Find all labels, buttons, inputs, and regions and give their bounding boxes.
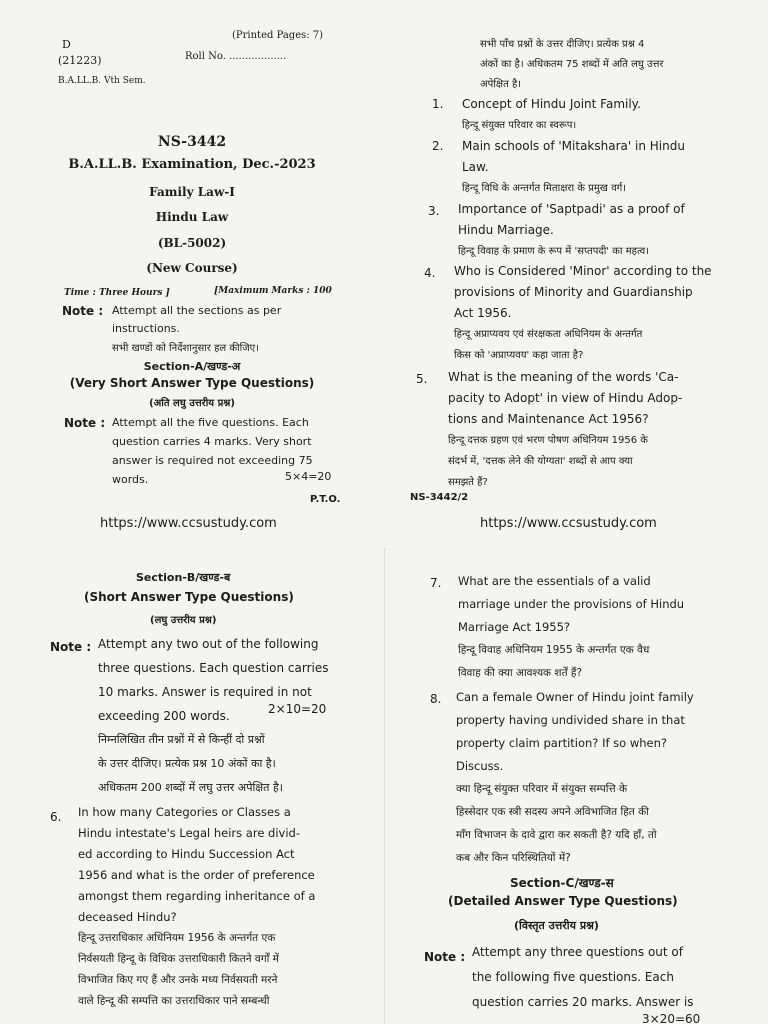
exam-page-3 (0, 548, 384, 1024)
course-code: (BL-5002) (157, 236, 227, 250)
paper-code: NS-3442 (157, 134, 227, 150)
series-code: D (62, 38, 71, 51)
question-number: 3. (428, 204, 440, 218)
note-label: Note : (64, 416, 106, 430)
section-b-heading: Section-B/खण्ड-ब (136, 571, 231, 584)
page-divider (384, 548, 385, 1024)
exam-page-4 (384, 548, 768, 1024)
section-a-hindi: (अति लघु उत्तरीय प्रश्न) (149, 398, 235, 409)
section-a-heading: Section-A/खण्ड-अ (143, 360, 241, 373)
section-c-type: (Detailed Answer Type Questions) (448, 894, 678, 908)
question-6: In how many Categories or Classes a Hindu intestate's Legal heirs are divid- ed according to Hindu Succession Act 1956 and what is the order of preference amongst them regarding inheritance of a deceased Hindu? हिन्दू उत्तराधिकार अधिनियम 1956 के अन्तर्गत एक निर्वसयती हिन्दू के विधिक उत्तराधिकारी कितने वर्गों में विभाजित किए गए हैं और उनके मध्य निर्वसयती मरने वाले हिन्दू की सम्पत्ति का उत्तराधिकार पाने सम्बन्धी (78, 805, 316, 1007)
question-number: 5. (416, 372, 428, 386)
intro-hindi-line: अपेक्षित है। (480, 79, 522, 90)
question-5: What is the meaning of the words 'Ca- pacity to Adopt' in view of Hindu Adop- tions and Maintenance Act 1956? हिन्दू दत्तक ग्रहण एवं भरण पोषण अधिनियम 1956 के संदर्भ में, 'दत्तक लेने की योग्यता' शब्दों से आप क्या समझते हैं? (448, 370, 683, 488)
question-number: 6. (50, 810, 62, 824)
exam-title: B.A.LL.B. Examination, Dec.-2023 (68, 157, 316, 172)
marks-formula: 5×4=20 (285, 470, 332, 483)
note-label: Note : (50, 640, 92, 654)
section-a-type: (Very Short Answer Type Questions) (69, 376, 315, 390)
note-text-line: question carries 4 marks. Very short (112, 435, 312, 448)
section-b-hindi: (लघु उत्तरीय प्रश्न) (150, 615, 217, 626)
intro-hindi-line: अंकों का है। अधिकतम 75 शब्दों में अति लघु उत्तर (480, 59, 664, 70)
section-b-type: (Short Answer Type Questions) (84, 590, 294, 604)
roll-number: Roll No. .................. (185, 51, 287, 62)
question-1: Concept of Hindu Joint Family. हिन्दू संयुक्त परिवार का स्वरूप। (462, 97, 641, 131)
question-number: 4. (424, 266, 436, 280)
question-7: What are the essentials of a valid marriage under the provisions of Hindu Marriage Act 1955? हिन्दू विवाह अधिनियम 1955 के अन्तर्गत एक वैध विवाह की क्या आवश्यक शर्तें हैं? (458, 574, 685, 679)
note-text-line: instructions. (112, 322, 180, 335)
note-label: Note : (424, 950, 466, 964)
question-number: 7. (430, 576, 442, 590)
course-type: (New Course) (146, 261, 238, 275)
exam-page-1 (0, 0, 384, 548)
footer-url[interactable]: https://www.ccsustudy.com (100, 516, 277, 531)
sub-subject-title: Hindu Law (155, 210, 229, 224)
note-text: Attempt any three questions out of the following five questions. Each question carries 20 marks. Answer is (472, 945, 694, 1009)
marks-formula: 3×20=60 (642, 1012, 701, 1024)
question-number: 8. (430, 692, 442, 706)
marks-formula: 2×10=20 (268, 702, 327, 716)
question-number: 1. (432, 97, 444, 111)
section-c-heading: Section-C/खण्ड-स (510, 876, 614, 890)
intro-hindi-line: सभी पाँच प्रश्नों के उत्तर दीजिए। प्रत्येक प्रश्न 4 (480, 39, 645, 50)
maximum-marks: [Maximum Marks : 100 (214, 286, 332, 296)
section-c-hindi: (विस्तृत उत्तरीय प्रश्न) (514, 919, 599, 932)
question-3: Importance of 'Saptpadi' as a proof of Hindu Marriage. हिन्दू विवाह के प्रमाण के रूप में 'सप्तपदी' का महत्व। (458, 202, 685, 257)
paper-code-number: (21223) (58, 54, 102, 67)
printed-pages: (Printed Pages: 7) (232, 30, 324, 41)
question-4: Who is Considered 'Minor' according to the provisions of Minority and Guardianship Act 1956. हिन्दू अप्राप्यवय एवं संरक्षकता अधिनियम के अन्तर्गत किस को 'अप्राप्यवय' कहा जाता है? (454, 264, 712, 361)
note-hindi: सभी खण्डों को निर्देशानुसार हल कीजिए। (112, 343, 259, 354)
exam-page-2 (384, 0, 768, 548)
note-text-line: words. (112, 473, 149, 486)
course-name: B.A.LL.B. Vth Sem. (58, 76, 146, 86)
question-8: Can a female Owner of Hindu joint family property having undivided share in that property claim partition? If so when? Discuss. क्या हिन्दू संयुक्त परिवार में संयुक्त सम्पत्ति के हिस्सेदार एक स्त्री सदस्य अपने अविभाजित हित की माँग विभाजन के दावे द्वारा कर सकती है? यदि हाँ, तो कब और किन परिस्थितियों में? (456, 690, 694, 864)
subject-title: Family Law-I (149, 185, 235, 199)
question-2: Main schools of 'Mitakshara' in Hindu Law. हिन्दू विधि के अन्तर्गत मिताक्षरा के प्रमुख वर्ग। (462, 139, 685, 194)
footer-page-code: NS-3442/2 (410, 492, 469, 503)
note-hindi: निम्नलिखित तीन प्रश्नों में से किन्हीं दो प्रश्नों के उत्तर दीजिए। प्रत्येक प्रश्न 10 अंकों का है। अधिकतम 200 शब्दों में लघु उत्तर अपेक्षित है। (98, 733, 283, 794)
time-allowed: Time : Three Hours ] (64, 288, 170, 298)
note-text-line: answer is required not exceeding 75 (112, 454, 313, 467)
pto-label: P.T.O. (310, 494, 341, 505)
note-text: Attempt any two out of the following three questions. Each question carries 10 marks. Answer is required in not exceeding 200 words. (98, 637, 329, 723)
question-number: 2. (432, 139, 444, 153)
note-text-line: Attempt all the five questions. Each (112, 416, 309, 429)
note-text-line: Attempt all the sections as per (112, 304, 282, 317)
footer-url[interactable]: https://www.ccsustudy.com (480, 516, 657, 531)
note-label: Note : (62, 304, 104, 318)
